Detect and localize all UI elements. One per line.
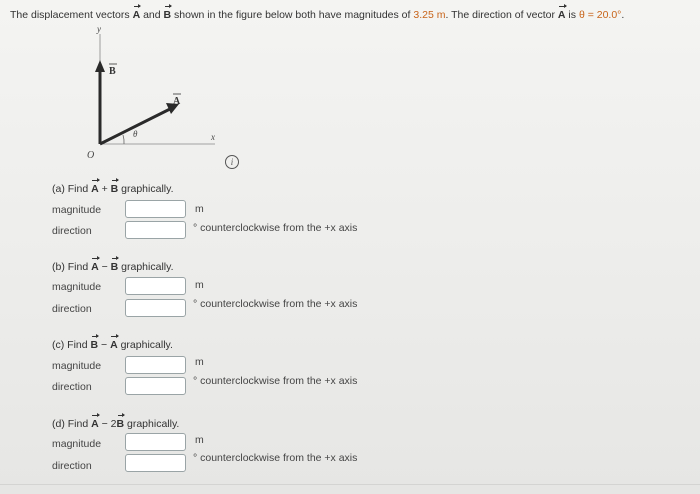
part-b-magnitude-unit: m — [195, 279, 204, 291]
part-b-direction-input[interactable] — [125, 299, 186, 317]
part-b-magnitude-input[interactable] — [125, 277, 186, 295]
part-c-direction-suffix: ° counterclockwise from the +x axis — [193, 375, 358, 387]
part-b-title — [52, 261, 174, 273]
vector-b-label: B — [109, 66, 116, 77]
problem-text-2: and — [140, 9, 164, 21]
part-b-vector-2: B — [110, 261, 119, 273]
part-c-vector-1: B — [90, 339, 99, 351]
part-d-vector-2: B — [116, 418, 125, 430]
vector-a-symbol-2: A — [557, 9, 566, 21]
part-c-magnitude-input[interactable] — [125, 356, 186, 374]
problem-text-3: shown in the figure below both have magnitudes of — [171, 9, 414, 21]
part-b-vector-1: A — [91, 261, 99, 273]
part-c-vector-2: A — [110, 339, 118, 351]
part-a-magnitude-label: magnitude — [52, 204, 102, 216]
problem-text-1: The displacement vectors — [10, 9, 133, 21]
vector-b-arrowhead — [95, 60, 105, 72]
vector-a-symbol: A — [132, 9, 141, 21]
part-a-direction-suffix: ° counterclockwise from the +x axis — [193, 222, 358, 234]
part-a-prefix: (a) Find — [52, 183, 92, 195]
part-b-magnitude-label: magnitude — [52, 281, 102, 293]
part-b-direction-suffix: ° counterclockwise from the +x axis — [193, 298, 358, 310]
part-d-suffix: graphically. — [124, 418, 180, 430]
part-d-direction-input[interactable] — [125, 454, 186, 472]
magnitude-value: 3.25 m — [413, 9, 446, 21]
part-c-magnitude-unit: m — [195, 356, 204, 368]
part-a-magnitude-input[interactable] — [125, 200, 186, 218]
part-c-suffix: graphically. — [117, 339, 173, 351]
part-c-title — [52, 339, 173, 351]
part-c-direction-input[interactable] — [125, 377, 186, 395]
problem-text-4: . The direction of vector — [445, 9, 558, 21]
bottom-divider — [0, 484, 700, 485]
part-a-direction-input[interactable] — [125, 221, 186, 239]
problem-text-6: . — [621, 9, 625, 21]
part-b-prefix: (b) Find — [52, 261, 92, 273]
part-d-operator: − 2 — [98, 418, 117, 430]
part-c-direction-label: direction — [52, 381, 92, 393]
part-a-vector-2: B — [110, 183, 119, 195]
problem-text-5: is — [565, 9, 579, 21]
part-b-operator: − — [98, 261, 111, 273]
y-axis-label: y — [97, 24, 101, 34]
origin-label: O — [87, 150, 95, 161]
part-a-magnitude-unit: m — [195, 203, 204, 215]
info-icon[interactable]: i — [225, 155, 239, 169]
theta-arc — [123, 135, 124, 144]
part-a-title — [52, 183, 174, 195]
part-d-direction-suffix: ° counterclockwise from the +x axis — [193, 452, 358, 464]
part-d-direction-label: direction — [52, 460, 92, 472]
part-d-prefix: (d) Find — [52, 418, 92, 430]
vector-b-symbol: B — [163, 9, 172, 21]
x-axis-label: x — [211, 132, 215, 142]
part-d-magnitude-label: magnitude — [52, 438, 102, 450]
theta-value: θ = 20.0° — [578, 9, 622, 21]
theta-label: θ — [133, 129, 138, 139]
part-d-magnitude-unit: m — [195, 434, 204, 446]
part-d-title — [52, 418, 179, 430]
vector-a-label: A — [173, 96, 181, 107]
part-a-vector-1: A — [91, 183, 99, 195]
part-c-operator: − — [98, 339, 111, 351]
part-c-prefix: (c) Find — [52, 339, 91, 351]
part-b-suffix: graphically. — [118, 261, 174, 273]
part-d-magnitude-input[interactable] — [125, 433, 186, 451]
problem-statement — [10, 9, 700, 21]
part-a-suffix: graphically. — [118, 183, 174, 195]
vector-diagram — [80, 22, 250, 172]
vector-figure — [80, 22, 250, 172]
part-c-magnitude-label: magnitude — [52, 360, 102, 372]
part-d-vector-1: A — [91, 418, 99, 430]
part-a-operator: + — [98, 183, 111, 195]
part-b-direction-label: direction — [52, 303, 92, 315]
part-a-direction-label: direction — [52, 225, 92, 237]
